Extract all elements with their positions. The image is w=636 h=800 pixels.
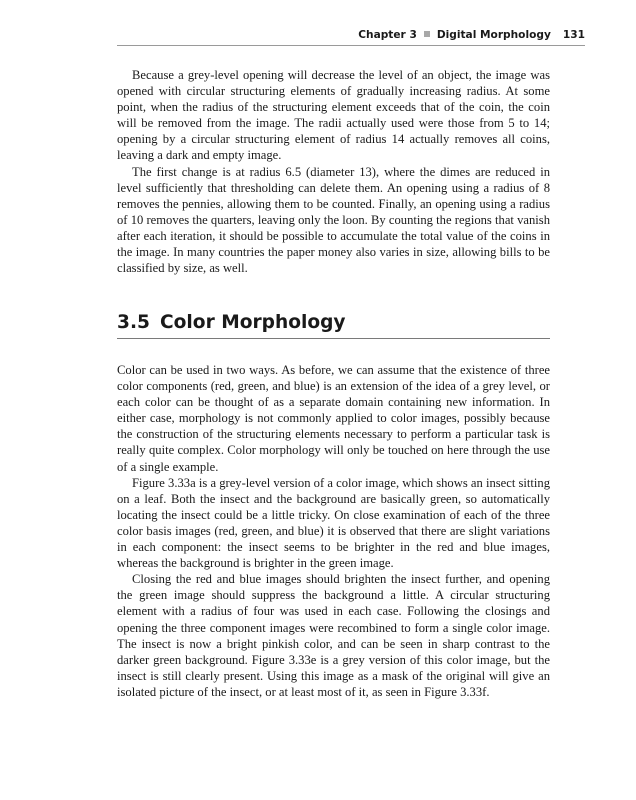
paragraph: Figure 3.33a is a grey-level version of a color image, which shows an insect sitting on a leaf. Both the insect and the background are basically green, so automatically locating the insect could be a little tricky. On close examination of each of the three color basis images (red, green, and blue) it is observed that there are slight variations in each component: the insect seems to be brighter in the red and blue images, whereas the background is brighter in the green image. — [117, 475, 550, 571]
chapter-label: Chapter 3 — [358, 29, 417, 41]
paragraph: Because a grey-level opening will decrease the level of an object, the image was opened with circular structuring elements of gradually increasing radius. At some point, when the radius of the structuring element exceeds that of the coin, the coin will be removed from the image. The radii actually used were those from 5 to 14; opening by a circular structuring element of radius 14 actually removes all coins, leaving a dark and empty image. — [117, 68, 550, 163]
paragraph: Color can be used in two ways. As before, we can assume that the existence of three color components (red, green, and blue) is an extension of the idea of a grey level, or each color can be thought of as a separate domain containing new information. In either case, morphology is not commonly applied to color images, possibly because the construction of the structuring elements necessary to perform a particular task is really quite complex. Color morphology will only be touched on here through the use of a single example. — [117, 363, 550, 474]
separator-square-icon — [424, 31, 430, 37]
intro-text — [117, 67, 550, 276]
page-number: 131 — [562, 29, 585, 41]
paragraph: Closing the red and blue images should brighten the insect further, and opening the green image should suppress the background a little. A circular structuring element with a radius of four was used in each case. Following the closings and opening the three component images were recombined to form a single color image. The insect is now a bright pinkish color, and can be seen in sharp contrast to the darker green background. Figure 3.33e is a grey version of this color image, but the insect is still clearly present. Using this image as a mask of the original will give an isolated picture of the insect, or at least most of it, as seen in Figure 3.33f. — [117, 572, 550, 699]
section-heading — [117, 311, 550, 339]
header-rule — [117, 45, 585, 46]
paragraph: The first change is at radius 6.5 (diameter 13), where the dimes are reduced in level sufficiently that thresholding can delete them. An opening using a radius of 8 removes the pennies, allowing them to be counted. Finally, an opening using a radius of 10 removes the quarters, leaving only the loon. By counting the regions that vanish after each iteration, it should be possible to accumulate the total value of the coins in the image. In many countries the paper money also varies in size, allowing bills to be classified by size, as well. — [117, 164, 550, 276]
section-number: 3.5 — [117, 312, 150, 333]
running-header — [117, 29, 585, 41]
section-title: Color Morphology — [160, 312, 346, 333]
section-text — [117, 362, 550, 700]
chapter-title: Digital Morphology — [436, 29, 551, 41]
